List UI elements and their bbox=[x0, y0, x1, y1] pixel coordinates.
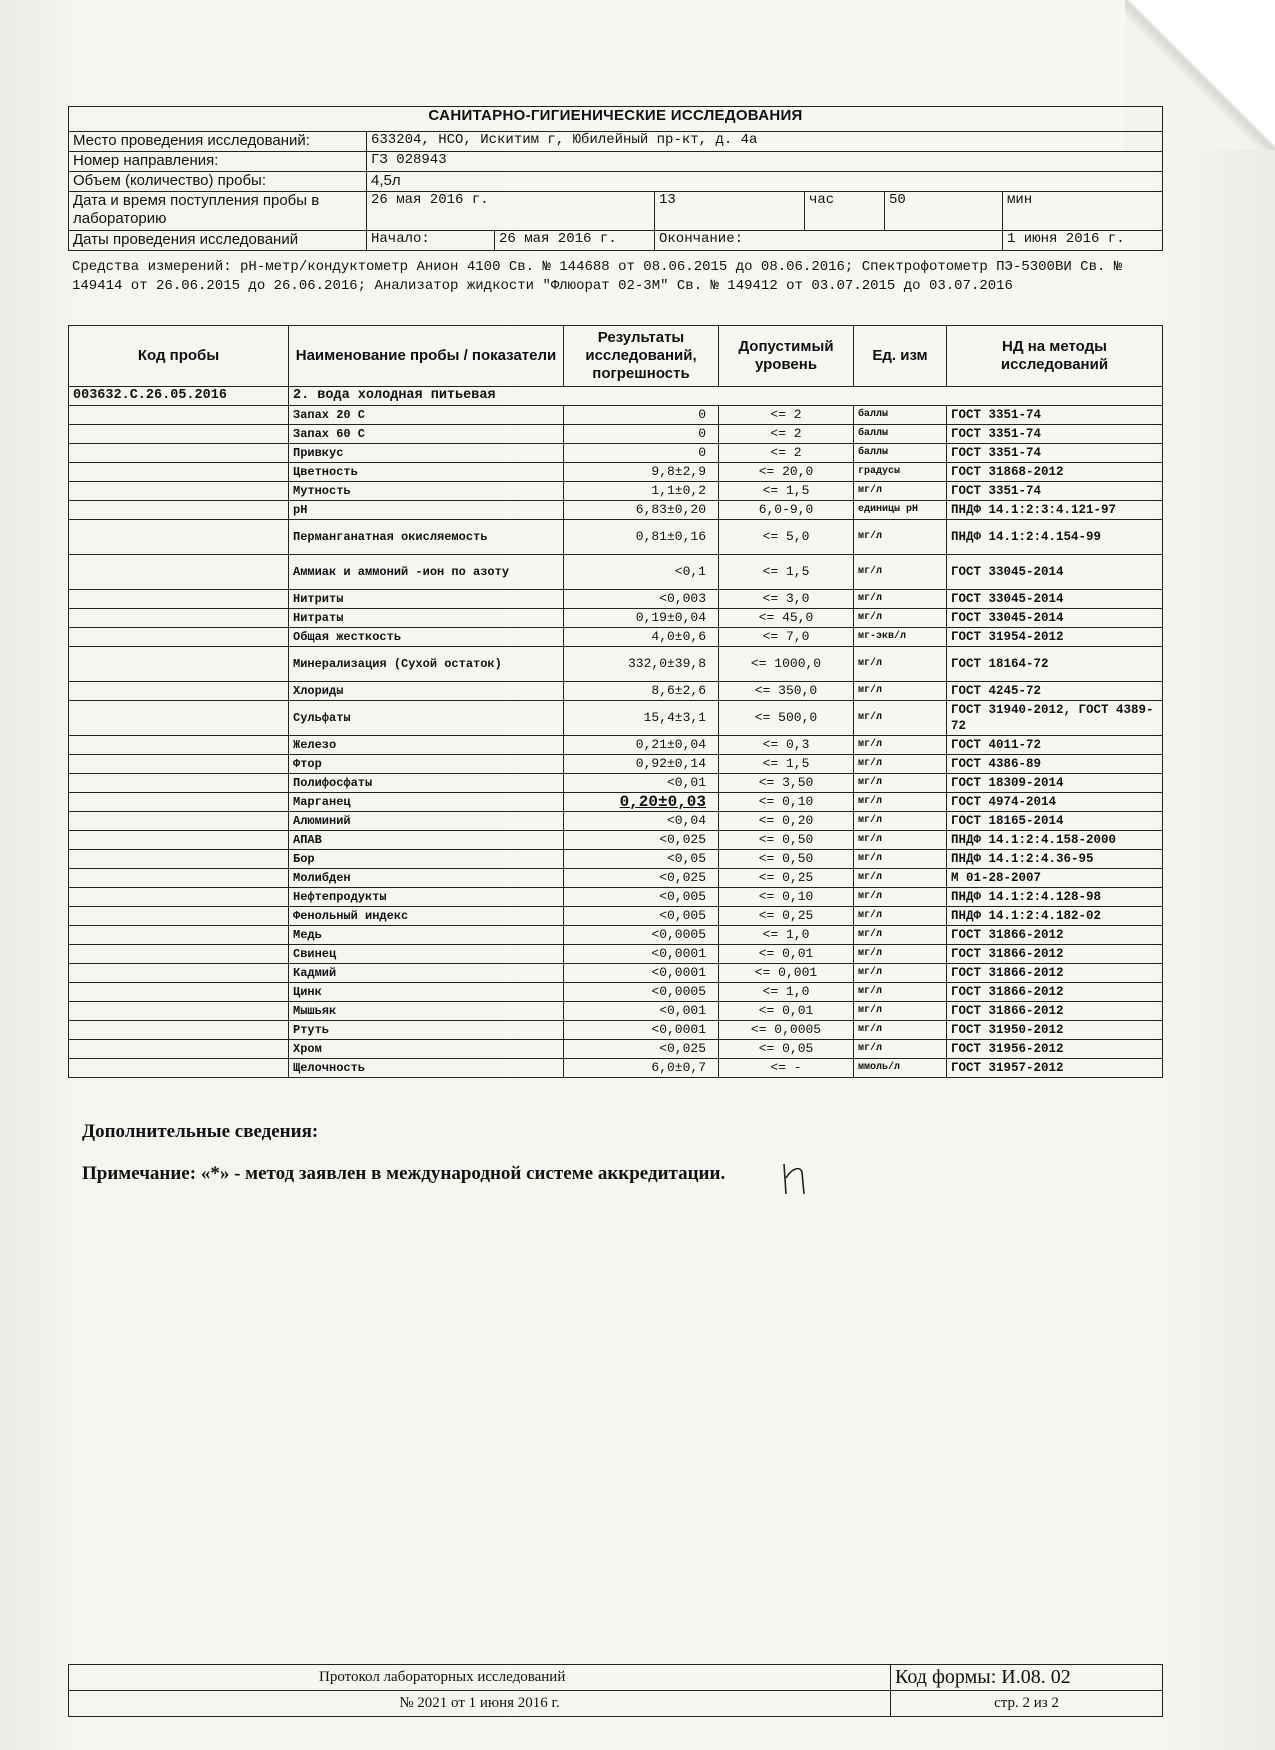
table-row bbox=[69, 501, 1163, 520]
code-cell bbox=[69, 736, 289, 755]
method-value: ГОСТ 33045-2014 bbox=[947, 555, 1163, 590]
result-value: 1,1±0,2 bbox=[564, 482, 719, 501]
volume-label: Объем (количество) пробы: bbox=[69, 172, 367, 192]
code-cell bbox=[69, 501, 289, 520]
limit-value: <= 0,05 bbox=[719, 1040, 854, 1059]
unit-value: ммоль/л bbox=[854, 1059, 947, 1078]
method-value: ГОСТ 31866-2012 bbox=[947, 964, 1163, 983]
unit-value: мг-экв/л bbox=[854, 628, 947, 647]
table-row bbox=[69, 647, 1163, 682]
table-row bbox=[69, 406, 1163, 425]
unit-value: мг/л bbox=[854, 520, 947, 555]
code-cell bbox=[69, 907, 289, 926]
arrival-date: 26 мая 2016 г. bbox=[367, 192, 655, 231]
unit-value: мг/л bbox=[854, 647, 947, 682]
result-value: 6,0±0,7 bbox=[564, 1059, 719, 1078]
limit-value: <= 1,5 bbox=[719, 555, 854, 590]
code-cell bbox=[69, 945, 289, 964]
method-value: ГОСТ 3351-74 bbox=[947, 406, 1163, 425]
limit-value: <= 3,50 bbox=[719, 774, 854, 793]
method-value: ГОСТ 33045-2014 bbox=[947, 609, 1163, 628]
code-cell bbox=[69, 869, 289, 888]
limit-value: <= 3,0 bbox=[719, 590, 854, 609]
indicator-name: Марганец bbox=[289, 793, 564, 812]
unit-value: мг/л bbox=[854, 682, 947, 701]
unit-value: мг/л bbox=[854, 945, 947, 964]
result-value: <0,001 bbox=[564, 1002, 719, 1021]
indicator-name: Привкус bbox=[289, 444, 564, 463]
end-label: Окончание: bbox=[655, 231, 1003, 251]
code-cell bbox=[69, 482, 289, 501]
header-method: НД на методы исследований bbox=[947, 326, 1163, 387]
limit-value: <= 500,0 bbox=[719, 701, 854, 736]
unit-value: мг/л bbox=[854, 736, 947, 755]
table-row bbox=[69, 444, 1163, 463]
unit-value: баллы bbox=[854, 406, 947, 425]
header-limit: Допустимый уровень bbox=[719, 326, 854, 387]
table-row bbox=[69, 812, 1163, 831]
code-cell bbox=[69, 755, 289, 774]
table-row bbox=[69, 774, 1163, 793]
code-cell bbox=[69, 888, 289, 907]
limit-value: <= 0,20 bbox=[719, 812, 854, 831]
code-cell bbox=[69, 520, 289, 555]
unit-value: мг/л bbox=[854, 609, 947, 628]
unit-value: мг/л bbox=[854, 793, 947, 812]
document-title: САНИТАРНО-ГИГИЕНИЧЕСКИЕ ИССЛЕДОВАНИЯ bbox=[69, 107, 1163, 132]
protocol-number: № 2021 от 1 июня 2016 г. bbox=[69, 1691, 891, 1717]
limit-value: <= 0,50 bbox=[719, 831, 854, 850]
header-info-table bbox=[68, 106, 1163, 251]
header-code: Код пробы bbox=[69, 326, 289, 387]
result-value: 6,83±0,20 bbox=[564, 501, 719, 520]
code-cell bbox=[69, 1040, 289, 1059]
code-cell bbox=[69, 812, 289, 831]
method-value: ПНДФ 14.1:2:4.154-99 bbox=[947, 520, 1163, 555]
code-cell bbox=[69, 926, 289, 945]
table-row bbox=[69, 755, 1163, 774]
limit-value: <= 0,001 bbox=[719, 964, 854, 983]
result-value: <0,05 bbox=[564, 850, 719, 869]
table-row bbox=[69, 701, 1163, 736]
result-value: <0,005 bbox=[564, 888, 719, 907]
table-row bbox=[69, 831, 1163, 850]
arrival-label: Дата и время поступления пробы в лабораторию bbox=[69, 192, 367, 231]
method-value: ГОСТ 18165-2014 bbox=[947, 812, 1163, 831]
code-cell bbox=[69, 850, 289, 869]
accreditation-note: Примечание: «*» - метод заявлен в международной системе аккредитации. bbox=[82, 1163, 726, 1184]
result-value: 0,19±0,04 bbox=[564, 609, 719, 628]
result-value: 332,0±39,8 bbox=[564, 647, 719, 682]
code-cell bbox=[69, 590, 289, 609]
limit-value: <= 0,10 bbox=[719, 888, 854, 907]
indicator-name: Фтор bbox=[289, 755, 564, 774]
indicator-name: Цинк bbox=[289, 983, 564, 1002]
code-cell bbox=[69, 1021, 289, 1040]
method-value: ГОСТ 31866-2012 bbox=[947, 945, 1163, 964]
table-row bbox=[69, 907, 1163, 926]
result-value: <0,0001 bbox=[564, 1021, 719, 1040]
table-row bbox=[69, 793, 1163, 812]
method-value: М 01-28-2007 bbox=[947, 869, 1163, 888]
code-cell bbox=[69, 463, 289, 482]
indicator-name: Алюминий bbox=[289, 812, 564, 831]
place-label: Место проведения исследований: bbox=[69, 132, 367, 152]
code-cell bbox=[69, 406, 289, 425]
arrival-minute: 50 bbox=[885, 192, 1003, 231]
code-cell bbox=[69, 1002, 289, 1021]
unit-value: мг/л bbox=[854, 1002, 947, 1021]
result-value: <0,0001 bbox=[564, 945, 719, 964]
unit-value: мг/л bbox=[854, 926, 947, 945]
limit-value: <= 5,0 bbox=[719, 520, 854, 555]
indicator-name: Запах 60 С bbox=[289, 425, 564, 444]
unit-value: мг/л bbox=[854, 590, 947, 609]
result-value: 0,20±0,03 bbox=[564, 793, 719, 812]
code-cell bbox=[69, 793, 289, 812]
unit-value: мг/л bbox=[854, 1040, 947, 1059]
volume-value: 4,5л bbox=[367, 172, 1163, 192]
table-row bbox=[69, 425, 1163, 444]
limit-value: <= 0,10 bbox=[719, 793, 854, 812]
unit-value: баллы bbox=[854, 425, 947, 444]
result-value: <0,0005 bbox=[564, 983, 719, 1002]
code-cell bbox=[69, 964, 289, 983]
table-row bbox=[69, 850, 1163, 869]
unit-value: мг/л bbox=[854, 888, 947, 907]
table-row bbox=[69, 520, 1163, 555]
method-value: ГОСТ 31954-2012 bbox=[947, 628, 1163, 647]
indicator-name: Хлориды bbox=[289, 682, 564, 701]
result-value: 0,92±0,14 bbox=[564, 755, 719, 774]
table-row bbox=[69, 945, 1163, 964]
indicator-name: Свинец bbox=[289, 945, 564, 964]
result-value: <0,0001 bbox=[564, 964, 719, 983]
limit-value: 6,0-9,0 bbox=[719, 501, 854, 520]
sample-code: 003632.С.26.05.2016 bbox=[69, 387, 289, 406]
unit-value: баллы bbox=[854, 444, 947, 463]
table-row bbox=[69, 1002, 1163, 1021]
method-value: ГОСТ 31866-2012 bbox=[947, 983, 1163, 1002]
result-value: 0,21±0,04 bbox=[564, 736, 719, 755]
indicator-name: Фенольный индекс bbox=[289, 907, 564, 926]
limit-value: <= 0,50 bbox=[719, 850, 854, 869]
code-cell bbox=[69, 682, 289, 701]
method-value: ГОСТ 31957-2012 bbox=[947, 1059, 1163, 1078]
header-unit: Ед. изм bbox=[854, 326, 947, 387]
limit-value: <= 2 bbox=[719, 406, 854, 425]
unit-value: мг/л bbox=[854, 774, 947, 793]
code-cell bbox=[69, 831, 289, 850]
unit-value: мг/л bbox=[854, 755, 947, 774]
method-value: ГОСТ 31956-2012 bbox=[947, 1040, 1163, 1059]
result-value: 4,0±0,6 bbox=[564, 628, 719, 647]
unit-value: градусы bbox=[854, 463, 947, 482]
referral-label: Номер направления: bbox=[69, 152, 367, 172]
code-cell bbox=[69, 774, 289, 793]
method-value: ГОСТ 4974-2014 bbox=[947, 793, 1163, 812]
arrival-hour: 13 bbox=[655, 192, 805, 231]
minute-label: мин bbox=[1003, 192, 1163, 231]
end-value: 1 июня 2016 г. bbox=[1003, 231, 1163, 251]
limit-value: <= 1000,0 bbox=[719, 647, 854, 682]
indicator-name: Мутность bbox=[289, 482, 564, 501]
indicator-name: Нитраты bbox=[289, 609, 564, 628]
indicator-name: Минерализация (Сухой остаток) bbox=[289, 647, 564, 682]
code-cell bbox=[69, 701, 289, 736]
indicator-name: Общая жесткость bbox=[289, 628, 564, 647]
unit-value: мг/л bbox=[854, 812, 947, 831]
indicator-name: pH bbox=[289, 501, 564, 520]
method-value: ГОСТ 3351-74 bbox=[947, 444, 1163, 463]
indicator-name: Нефтепродукты bbox=[289, 888, 564, 907]
unit-value: мг/л bbox=[854, 964, 947, 983]
method-value: ГОСТ 33045-2014 bbox=[947, 590, 1163, 609]
indicator-name: АПАВ bbox=[289, 831, 564, 850]
result-value: <0,025 bbox=[564, 869, 719, 888]
code-cell bbox=[69, 609, 289, 628]
handwritten-initials bbox=[780, 1158, 810, 1198]
unit-value: мг/л bbox=[854, 555, 947, 590]
limit-value: <= 350,0 bbox=[719, 682, 854, 701]
result-value: <0,025 bbox=[564, 1040, 719, 1059]
method-value: ПНДФ 14.1:2:4.182-02 bbox=[947, 907, 1163, 926]
indicator-name: Запах 20 С bbox=[289, 406, 564, 425]
table-row bbox=[69, 1021, 1163, 1040]
form-code: Код формы: И.08. 02 bbox=[891, 1665, 1163, 1691]
code-cell bbox=[69, 628, 289, 647]
code-cell bbox=[69, 444, 289, 463]
indicator-name: Нитриты bbox=[289, 590, 564, 609]
indicator-name: Кадмий bbox=[289, 964, 564, 983]
indicator-name: Мышьяк bbox=[289, 1002, 564, 1021]
table-row bbox=[69, 869, 1163, 888]
start-label: Начало: bbox=[367, 231, 495, 251]
method-value: ГОСТ 31940-2012, ГОСТ 4389-72 bbox=[947, 701, 1163, 736]
limit-value: <= 1,0 bbox=[719, 926, 854, 945]
table-row bbox=[69, 983, 1163, 1002]
method-value: ГОСТ 3351-74 bbox=[947, 425, 1163, 444]
limit-value: <= 0,01 bbox=[719, 1002, 854, 1021]
code-cell bbox=[69, 555, 289, 590]
header-name: Наименование пробы / показатели bbox=[289, 326, 564, 387]
unit-value: мг/л bbox=[854, 983, 947, 1002]
result-value: <0,003 bbox=[564, 590, 719, 609]
method-value: ГОСТ 18309-2014 bbox=[947, 774, 1163, 793]
indicator-name: Медь bbox=[289, 926, 564, 945]
table-row bbox=[69, 463, 1163, 482]
header-result: Результаты исследований, погрешность bbox=[564, 326, 719, 387]
indicator-name: Полифосфаты bbox=[289, 774, 564, 793]
method-value: ГОСТ 4386-89 bbox=[947, 755, 1163, 774]
limit-value: <= - bbox=[719, 1059, 854, 1078]
result-value: 0 bbox=[564, 406, 719, 425]
indicator-name: Ртуть bbox=[289, 1021, 564, 1040]
unit-value: мг/л bbox=[854, 850, 947, 869]
start-value: 26 мая 2016 г. bbox=[495, 231, 655, 251]
table-row bbox=[69, 682, 1163, 701]
page-number: стр. 2 из 2 bbox=[891, 1691, 1163, 1717]
indicator-name: Цветность bbox=[289, 463, 564, 482]
limit-value: <= 0,0005 bbox=[719, 1021, 854, 1040]
table-row bbox=[69, 609, 1163, 628]
hour-label: час bbox=[805, 192, 885, 231]
method-value: ПНДФ 14.1:2:4.36-95 bbox=[947, 850, 1163, 869]
result-value: 0 bbox=[564, 444, 719, 463]
result-value: 15,4±3,1 bbox=[564, 701, 719, 736]
additional-info-label: Дополнительные сведения: bbox=[82, 1121, 319, 1142]
limit-value: <= 45,0 bbox=[719, 609, 854, 628]
table-row bbox=[69, 1059, 1163, 1078]
unit-value: единицы pH bbox=[854, 501, 947, 520]
result-value: <0,0005 bbox=[564, 926, 719, 945]
indicator-name: Перманганатная окисляемость bbox=[289, 520, 564, 555]
result-value: 0 bbox=[564, 425, 719, 444]
limit-value: <= 1,5 bbox=[719, 482, 854, 501]
result-value: <0,025 bbox=[564, 831, 719, 850]
indicator-name: Хром bbox=[289, 1040, 564, 1059]
indicator-name: Железо bbox=[289, 736, 564, 755]
protocol-title: Протокол лабораторных исследований bbox=[69, 1665, 891, 1691]
code-cell bbox=[69, 983, 289, 1002]
result-value: 0,81±0,16 bbox=[564, 520, 719, 555]
measuring-instruments: Средства измерений: рН-метр/кондуктометр Анион 4100 Св. № 144688 от 08.06.2015 до 08.06.2016; Спектрофотометр ПЭ-5300ВИ Св. № 149414 от 26.06.2015 до 26.06.2016; Анализатор жидкости "Флюорат 02-3М" Св. № 149412 от 03.07.2015 до 03.07.2016 bbox=[72, 259, 1123, 294]
limit-value: <= 1,0 bbox=[719, 983, 854, 1002]
limit-value: <= 0,3 bbox=[719, 736, 854, 755]
indicator-name: Сульфаты bbox=[289, 701, 564, 736]
footer-table bbox=[68, 1664, 1163, 1717]
table-row bbox=[69, 926, 1163, 945]
results-table bbox=[68, 325, 1163, 1078]
method-value: ГОСТ 4011-72 bbox=[947, 736, 1163, 755]
indicator-name: Бор bbox=[289, 850, 564, 869]
result-value: <0,1 bbox=[564, 555, 719, 590]
dates-label: Даты проведения исследований bbox=[69, 231, 367, 251]
limit-value: <= 2 bbox=[719, 425, 854, 444]
code-cell bbox=[69, 1059, 289, 1078]
method-value: ГОСТ 18164-72 bbox=[947, 647, 1163, 682]
method-value: ГОСТ 4245-72 bbox=[947, 682, 1163, 701]
unit-value: мг/л bbox=[854, 831, 947, 850]
unit-value: мг/л bbox=[854, 907, 947, 926]
result-value: 9,8±2,9 bbox=[564, 463, 719, 482]
limit-value: <= 0,25 bbox=[719, 907, 854, 926]
limit-value: <= 20,0 bbox=[719, 463, 854, 482]
limit-value: <= 0,01 bbox=[719, 945, 854, 964]
limit-value: <= 7,0 bbox=[719, 628, 854, 647]
code-cell bbox=[69, 425, 289, 444]
table-row bbox=[69, 590, 1163, 609]
table-row bbox=[69, 888, 1163, 907]
method-value: ПНДФ 14.1:2:3:4.121-97 bbox=[947, 501, 1163, 520]
table-row bbox=[69, 964, 1163, 983]
unit-value: мг/л bbox=[854, 1021, 947, 1040]
table-row bbox=[69, 555, 1163, 590]
limit-value: <= 1,5 bbox=[719, 755, 854, 774]
table-row bbox=[69, 628, 1163, 647]
indicator-name: Аммиак и аммоний -ион по азоту bbox=[289, 555, 564, 590]
method-value: ПНДФ 14.1:2:4.128-98 bbox=[947, 888, 1163, 907]
table-row bbox=[69, 482, 1163, 501]
result-value: 8,6±2,6 bbox=[564, 682, 719, 701]
result-value: <0,04 bbox=[564, 812, 719, 831]
unit-value: мг/л bbox=[854, 482, 947, 501]
sample-name: 2. вода холодная питьевая bbox=[289, 387, 1163, 406]
unit-value: мг/л bbox=[854, 869, 947, 888]
method-value: ГОСТ 31866-2012 bbox=[947, 926, 1163, 945]
table-row bbox=[69, 736, 1163, 755]
code-cell bbox=[69, 647, 289, 682]
referral-value: ГЗ 028943 bbox=[367, 152, 1163, 172]
unit-value: мг/л bbox=[854, 701, 947, 736]
indicator-name: Щелочность bbox=[289, 1059, 564, 1078]
method-value: ГОСТ 31950-2012 bbox=[947, 1021, 1163, 1040]
method-value: ГОСТ 3351-74 bbox=[947, 482, 1163, 501]
indicator-name: Молибден bbox=[289, 869, 564, 888]
method-value: ПНДФ 14.1:2:4.158-2000 bbox=[947, 831, 1163, 850]
table-row bbox=[69, 1040, 1163, 1059]
limit-value: <= 2 bbox=[719, 444, 854, 463]
limit-value: <= 0,25 bbox=[719, 869, 854, 888]
method-value: ГОСТ 31868-2012 bbox=[947, 463, 1163, 482]
result-value: <0,01 bbox=[564, 774, 719, 793]
result-value: <0,005 bbox=[564, 907, 719, 926]
method-value: ГОСТ 31866-2012 bbox=[947, 1002, 1163, 1021]
place-value: 633204, НСО, Искитим г, Юбилейный пр-кт, д. 4а bbox=[367, 132, 1163, 152]
